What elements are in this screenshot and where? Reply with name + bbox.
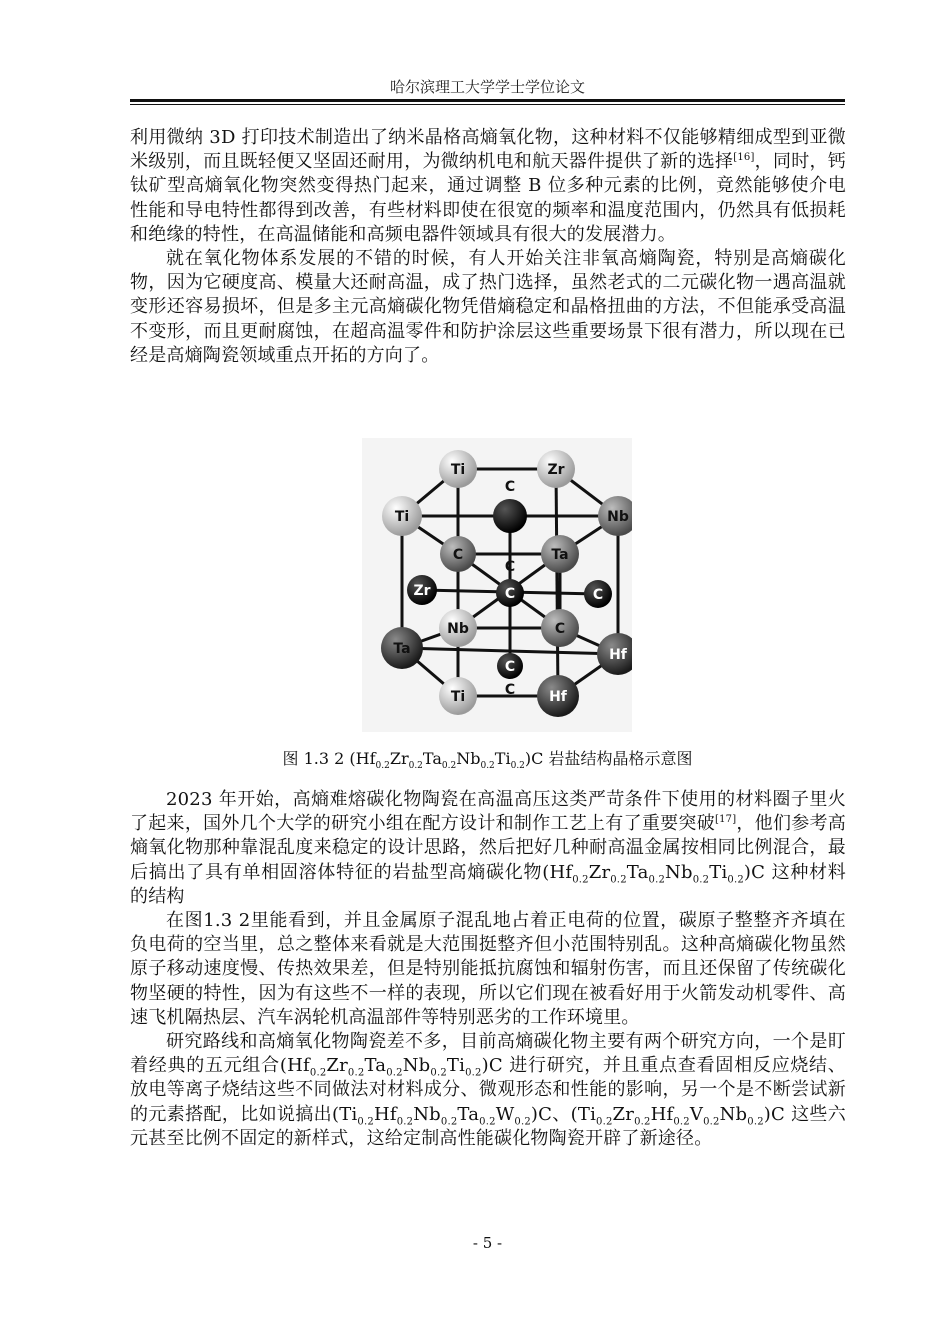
paragraph-3-text-c: )C 这种材料的结构 <box>130 861 846 907</box>
caption-element: Ti <box>494 749 511 768</box>
paragraph-3-text-b: ，他们参考高熵氧化物那种靠混乱度来稳定的设计思路，然后把好几种耐高温金属按相同比例混合，最后搞出了具有单相固溶体特征的岩盐型高熵碳化物(Hf <box>130 813 846 883</box>
label-c-1: C <box>504 559 516 575</box>
body-text-bottom <box>130 788 846 1151</box>
caption-sub: 0.2 <box>510 761 525 772</box>
caption-sub: 0.2 <box>408 761 423 772</box>
paragraph-5: 研究路线和高熵氧化物陶瓷差不多，目前高熵碳化物主要有两个研究方向，一个是盯着经典的五元组合$(Hf_{0.2}Zr_{0.2}Ta_{0.2}Nb_{0.2}Ti_{0.2})C$ 进行研究，并且重点查看固相反应烧结、放电等离子烧结这些不同做法对材料成分、微观形态和性能的影响，另一个是不断尝试新的元素搭配，比如说搞出$(Ti_{0.2}Hf_{0.2}Nb_{0.2}Ta_{0.2}W_{0.2})C$、$(Ti_{0.2}Zr_{0.2}Hf_{0.2}V_{0.2}Nb_{0.2})C$ 这些六元甚至比例不固定的新样式，这给定制高性能碳化物陶瓷开辟了新途径。 <box>130 1031 846 1149</box>
label-c-low: C <box>504 659 516 675</box>
label-ti-3: Ti <box>450 689 466 705</box>
label-ti-2: Ti <box>394 509 410 525</box>
label-ti-1: Ti <box>450 462 466 478</box>
paragraph-5-text-a: 研究路线和高熵氧化物陶瓷差不多，目前高熵碳化物主要有两个研究方向，一个是盯着经典的五元组合(Hf <box>130 1031 846 1077</box>
caption-element: Nb <box>456 749 481 768</box>
caption-sub: 0.2 <box>441 761 457 772</box>
paragraph-1-text-a: 利用微纳 3D 打印技术制造出了纳米晶格高熵氧化物，这种材料不仅能够精细成型到亚微米级别，而且既轻便又坚固还耐用，为微纳机电和航天器件提供了新的选择 <box>130 127 846 173</box>
label-zr-1: Zr <box>547 462 565 478</box>
citation-17: [17] <box>714 814 737 826</box>
label-nb-1: Nb <box>607 509 629 525</box>
label-nb-2: Nb <box>447 621 469 637</box>
paragraph-3: 2023 年开始，高熵难熔碳化物陶瓷在高温高压这类严苛条件下使用的材料圈子里火了起来，国外几个大学的研究小组在配方设计和制作工艺上有了重要突破[17]，他们参考高熵氧化物那种靠混乱度来稳定的设计思路，然后把好几种耐高温金属按相同比例混合，最后搞出了具有单相固溶体特征的岩盐型高熵碳化物$(Hf_{0.2}Zr_{0.2}Ta_{0.2}Nb_{0.2}Ti_{0.2})C$ 这种材料的结构 <box>130 789 846 907</box>
caption-sub: 0.2 <box>375 761 390 772</box>
caption-sub: 0.2 <box>480 761 495 772</box>
label-c-2: C <box>504 682 516 698</box>
paragraph-3-text-a: 2023 年开始，高熵难熔碳化物陶瓷在高温高压这类严苛条件下使用的材料圈子里火了起来，国外几个大学的研究小组在配方设计和制作工艺上有了重要突破 <box>130 789 846 835</box>
body-text-top <box>130 126 846 368</box>
label-hf-2: Hf <box>549 689 567 705</box>
paragraph-1 <box>130 126 846 247</box>
caption-element: Zr <box>389 749 409 768</box>
paragraph-5-text-d: )C 这些六元甚至比例不固定的新样式，这给定制高性能碳化物陶瓷开辟了新途径。 <box>130 1103 846 1149</box>
running-header: 哈尔滨理工大学学士学位论文 <box>389 78 585 96</box>
crystal-lattice-figure <box>362 438 632 732</box>
paragraph-5-text-b: )C 进行研究，并且重点查看固相反应烧结、放电等离子烧结这些不同做法对材料成分、微观形态和性能的影响，另一个是不断尝试新的元素搭配，比如说搞出(Ti <box>130 1055 846 1125</box>
label-hf-1: Hf <box>609 647 627 663</box>
rocksalt-lattice-diagram <box>362 438 632 732</box>
paragraph-2: 就在氧化物体系发展的不错的时候，有人开始关注非氧高熵陶瓷，特别是高熵碳化物，因为它硬度高、模量大还耐高温，成了热门选择，虽然老式的二元碳化物一遇高温就变形还容易损坏，但是多主元高熵碳化物凭借熵稳定和晶格扭曲的方法，不但能承受高温不变形，而且更耐腐蚀，在超高温零件和防护涂层这些重要场景下很有潜力，所以现在已经是高熵陶瓷领域重点开拓的方向了。 <box>130 248 846 366</box>
label-c-mid-left: C <box>452 547 464 563</box>
label-c-top: C <box>504 479 516 495</box>
header-rule-thin <box>130 104 845 105</box>
header-rule-thick <box>130 99 845 102</box>
caption-prefix: 图 1.3 2 (Hf <box>282 749 376 768</box>
page-number: - 5 - <box>472 1234 503 1252</box>
caption-suffix: )C 岩盐结构晶格示意图 <box>524 749 693 768</box>
label-c-right: C <box>592 587 604 603</box>
paragraph-4: 在图1.3 2里能看到，并且金属原子混乱地占着正电荷的位置，碳原子整整齐齐填在负电荷的空当里，总之整体来看就是大范围挺整齐但小范围特别乱。这种高熵碳化物虽然原子移动速度慢、传热效果差，但是特别能抵抗腐蚀和辐射伤害，而且还保留了传统碳化物坚硬的特性，因为有这些不一样的表现，所以它们现在被看好用于火箭发动机零件、高速飞机隔热层、汽车涡轮机高温部件等特别恶劣的工作环境里。 <box>130 910 846 1028</box>
paragraph-5-text-c: )C、(Ti <box>530 1103 597 1125</box>
caption-element: Ta <box>422 749 442 768</box>
figure-caption <box>130 746 845 772</box>
label-ta-1: Ta <box>551 547 569 563</box>
label-zr-2: Zr <box>413 583 431 599</box>
citation-16: [16] <box>733 152 755 164</box>
label-c-center: C <box>504 586 516 602</box>
label-ta-2: Ta <box>393 641 411 657</box>
paragraph-1-text-b: ，同时，钙钛矿型高熵氧化物突然变得热门起来，通过调整 B 位多种元素的比例，竟然能够使介电性能和导电特性都得到改善，有些材料即使在很宽的频率和温度范围内，仍然具有低损耗和绝缘的特性，在高温储能和高频电器件领域具有很大的发展潜力。 <box>130 151 846 245</box>
atom-c-top <box>493 499 527 533</box>
label-c-mid-right: C <box>554 621 566 637</box>
